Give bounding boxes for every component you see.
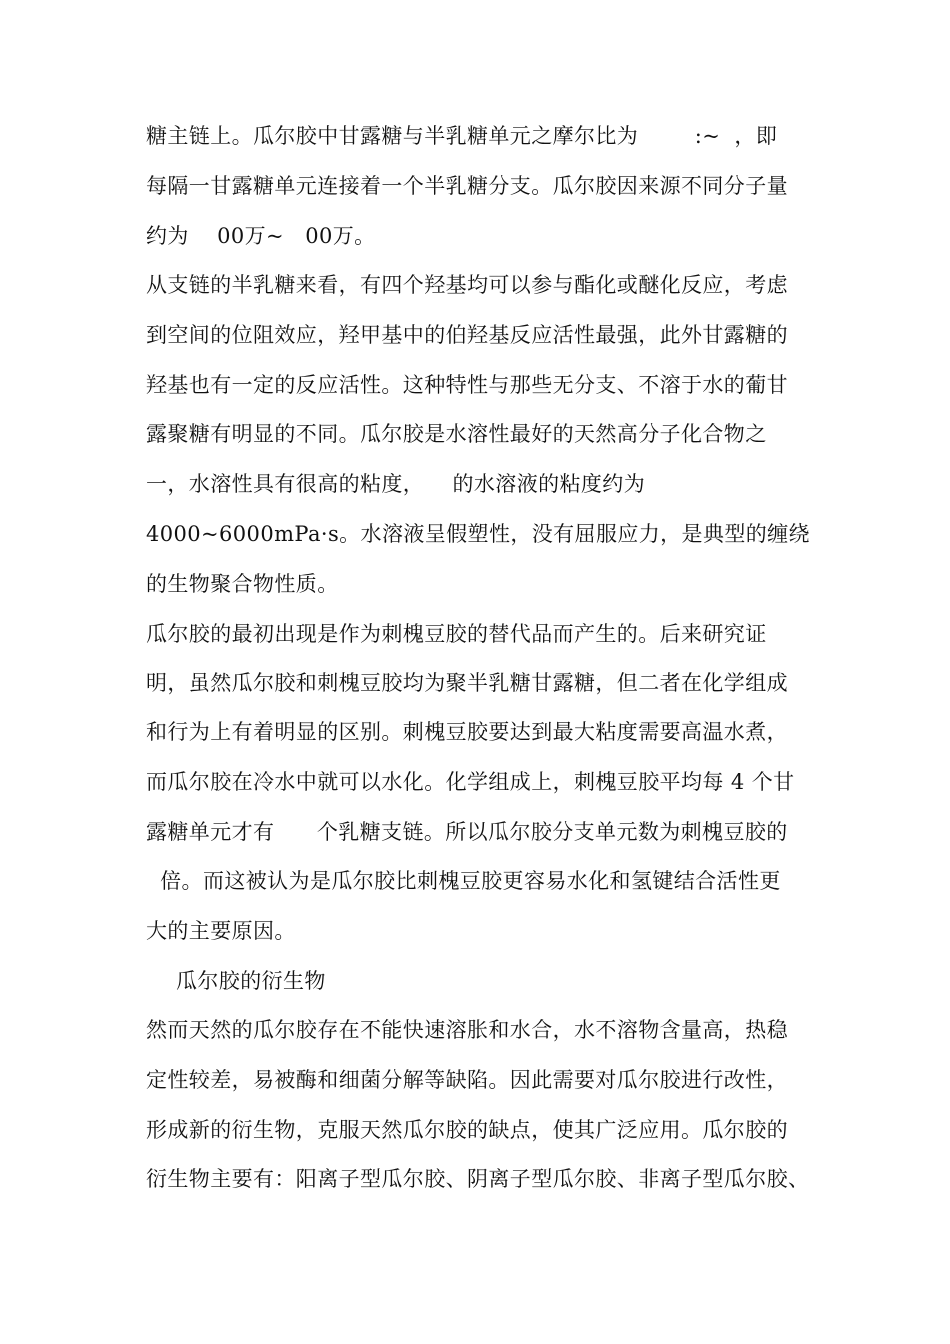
paragraph-line-17: 大的主要原因。 [146,919,296,943]
paragraph-line-20: 定性较差，易被酶和细菌分解等缺陷。因此需要对瓜尔胶进行改性， [146,1068,788,1092]
paragraph-line-1: 糖主链上。瓜尔胶中甘露糖与半乳糖单元之摩尔比为 :~ ，即 [146,124,778,148]
paragraph-line-11: 瓜尔胶的最初出现是作为刺槐豆胶的替代品而产生的。后来研究证 [146,622,767,646]
paragraph-line-2: 每隔一甘露糖单元连接着一个半乳糖分支。瓜尔胶因来源不同分子量 [146,174,788,198]
paragraph-line-5: 到空间的位阻效应，羟甲基中的伯羟基反应活性最强，此外甘露糖的 [146,323,788,347]
paragraph-line-3: 约为 00万~ 00万。 [146,224,376,248]
paragraph-line-9: 4000~6000mPa·s。水溶液呈假塑性，没有屈服应力，是典型的缠绕 [146,522,810,546]
paragraph-line-21: 形成新的衍生物，克服天然瓜尔胶的缺点，使其广泛应用。瓜尔胶的 [146,1118,788,1142]
paragraph-line-14: 而瓜尔胶在冷水中就可以水化。化学组成上，刺槐豆胶平均每 4 个甘 [146,770,795,794]
paragraph-line-4: 从支链的半乳糖来看，有四个羟基均可以参与酯化或醚化反应，考虑 [146,273,788,297]
paragraph-line-16: 倍。而这被认为是瓜尔胶比刺槐豆胶更容易水化和氢键结合活性更 [146,869,781,893]
section-heading: 瓜尔胶的衍生物 [176,969,326,993]
paragraph-line-7: 露聚糖有明显的不同。瓜尔胶是水溶性最好的天然高分子化合物之 [146,422,767,446]
paragraph-line-22: 衍生物主要有：阳离子型瓜尔胶、阴离子型瓜尔胶、非离子型瓜尔胶、 [146,1167,810,1191]
paragraph-line-13: 和行为上有着明显的区别。刺槐豆胶要达到最大粘度需要高温水煮， [146,720,788,744]
paragraph-line-10: 的生物聚合物性质。 [146,572,339,596]
paragraph-line-8: 一，水溶性具有很高的粘度， 的水溶液的粘度约为 [146,472,646,496]
paragraph-line-19: 然而天然的瓜尔胶存在不能快速溶胀和水合，水不溶物含量高，热稳 [146,1018,788,1042]
paragraph-line-6: 羟基也有一定的反应活性。这种特性与那些无分支、不溶于水的葡甘 [146,373,788,397]
paragraph-line-15: 露糖单元才有 个乳糖支链。所以瓜尔胶分支单元数为刺槐豆胶的 [146,820,788,844]
paragraph-line-12: 明，虽然瓜尔胶和刺槐豆胶均为聚半乳糖甘露糖，但二者在化学组成 [146,671,788,695]
